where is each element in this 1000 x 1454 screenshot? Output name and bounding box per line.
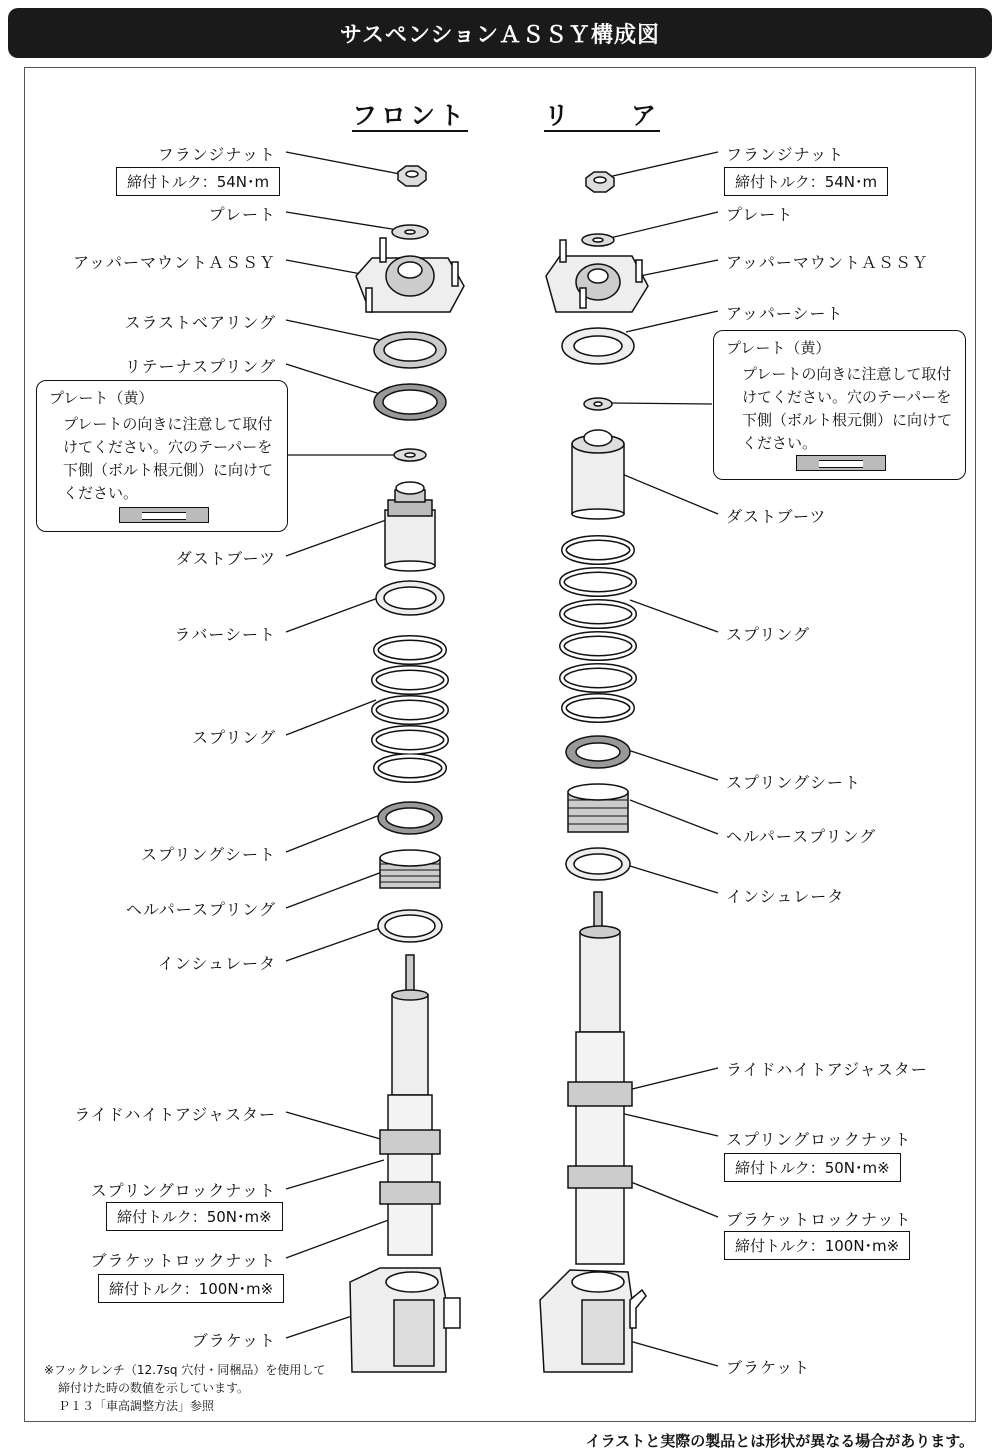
front-spring-label: スプリング [191,728,276,747]
front-upper-mount-label: アッパーマウントＡＳＳＹ [73,253,276,272]
front-plate-note-line: ください。 [63,484,139,502]
rear-bracket-label: ブラケット [726,1358,811,1377]
rear-plate-note-line: 下側（ボルト根元側）に向けて [742,411,953,429]
rear-plate-note-line: ください。 [742,434,818,452]
front-rubber-seat-label: ラバーシート [174,625,276,644]
front-plate-note [36,380,288,532]
rear-plate-note-line: けてください。穴のテーパーを [742,388,952,406]
front-flange-nut-label: フランジナット [157,145,276,164]
rear-plate-note-body [742,363,952,455]
front-plate-label: プレート [208,205,276,224]
rear-plate-note [713,330,966,480]
footnote [44,1361,325,1415]
rear-dust-boot-label: ダストブーツ [726,507,827,526]
rear-plate-label: プレート [726,205,794,224]
rear-assembly [540,172,648,1372]
rear-helper-spring-label: ヘルパースプリング [726,827,877,846]
front-bracket-lock-nut-label: ブラケットロックナット [90,1251,276,1270]
rear-spring-seat-label: スプリングシート [726,773,862,792]
front-dust-boot-label: ダストブーツ [175,549,276,568]
rear-plate-note-line: プレートの向きに注意して取付 [742,365,952,383]
front-assembly [350,166,464,1372]
footnote-line: Ｐ１３「車高調整方法」参照 [58,1399,215,1413]
front-column-heading: フロント [352,101,469,130]
rear-upper-seat-label: アッパーシート [726,304,844,323]
rear-flange-nut-torque: 締付トルク：54N･m [724,167,888,196]
rear-plate-note-title: プレート（黄） [726,339,831,357]
front-plate-note-body [63,413,273,505]
front-spring-lock-nut-torque: 締付トルク：50N･m※ [106,1202,283,1231]
rear-flange-nut-label: フランジナット [726,145,845,164]
footnote-line: 締付けた時の数値を示しています。 [58,1381,250,1395]
rear-spring-lock-nut-label: スプリングロックナット [726,1130,912,1149]
front-thrust-bearing-label: スラストベアリング [124,313,276,332]
front-ride-height-adjuster-label: ライドハイトアジャスター [74,1105,276,1124]
front-plate-note-title: プレート（黄） [49,389,154,407]
front-retainer-spring-label: リテーナスプリング [124,357,276,376]
front-helper-spring-label: ヘルパースプリング [125,900,276,919]
front-insulator-label: インシュレータ [157,954,276,973]
rear-insulator-label: インシュレータ [726,887,845,906]
rear-ride-height-adjuster-label: ライドハイトアジャスター [726,1060,928,1079]
tapered-plate-icon [796,455,886,471]
front-flange-nut-torque: 締付トルク：54N･m [116,167,280,196]
front-bracket-label: ブラケット [191,1331,276,1350]
tapered-plate-icon [119,507,209,523]
front-spring-seat-label: スプリングシート [140,845,276,864]
front-bracket-lock-nut-torque: 締付トルク：100N･m※ [98,1274,284,1303]
rear-bracket-lock-nut-torque: 締付トルク：100N･m※ [724,1231,910,1260]
front-plate-note-line: 下側（ボルト根元側）に向けて [63,461,274,479]
rear-upper-mount-label: アッパーマウントＡＳＳＹ [726,253,929,272]
front-plate-note-line: けてください。穴のテーパーを [63,438,273,456]
rear-spring-lock-nut-torque: 締付トルク：50N･m※ [724,1153,901,1182]
rear-column-heading: リ ア [544,101,661,130]
disclaimer: イラストと実際の製品とは形状が異なる場合があります。 [585,1432,974,1450]
rear-bracket-lock-nut-label: ブラケットロックナット [726,1210,912,1229]
page-title: サスペンションＡＳＳＹ構成図 [8,8,992,58]
front-plate-note-line: プレートの向きに注意して取付 [63,415,273,433]
front-spring-lock-nut-label: スプリングロックナット [90,1181,276,1200]
footnote-line: ※フックレンチ（12.7sq 穴付・同梱品）を使用して [44,1363,326,1377]
rear-spring-label: スプリング [726,625,811,644]
